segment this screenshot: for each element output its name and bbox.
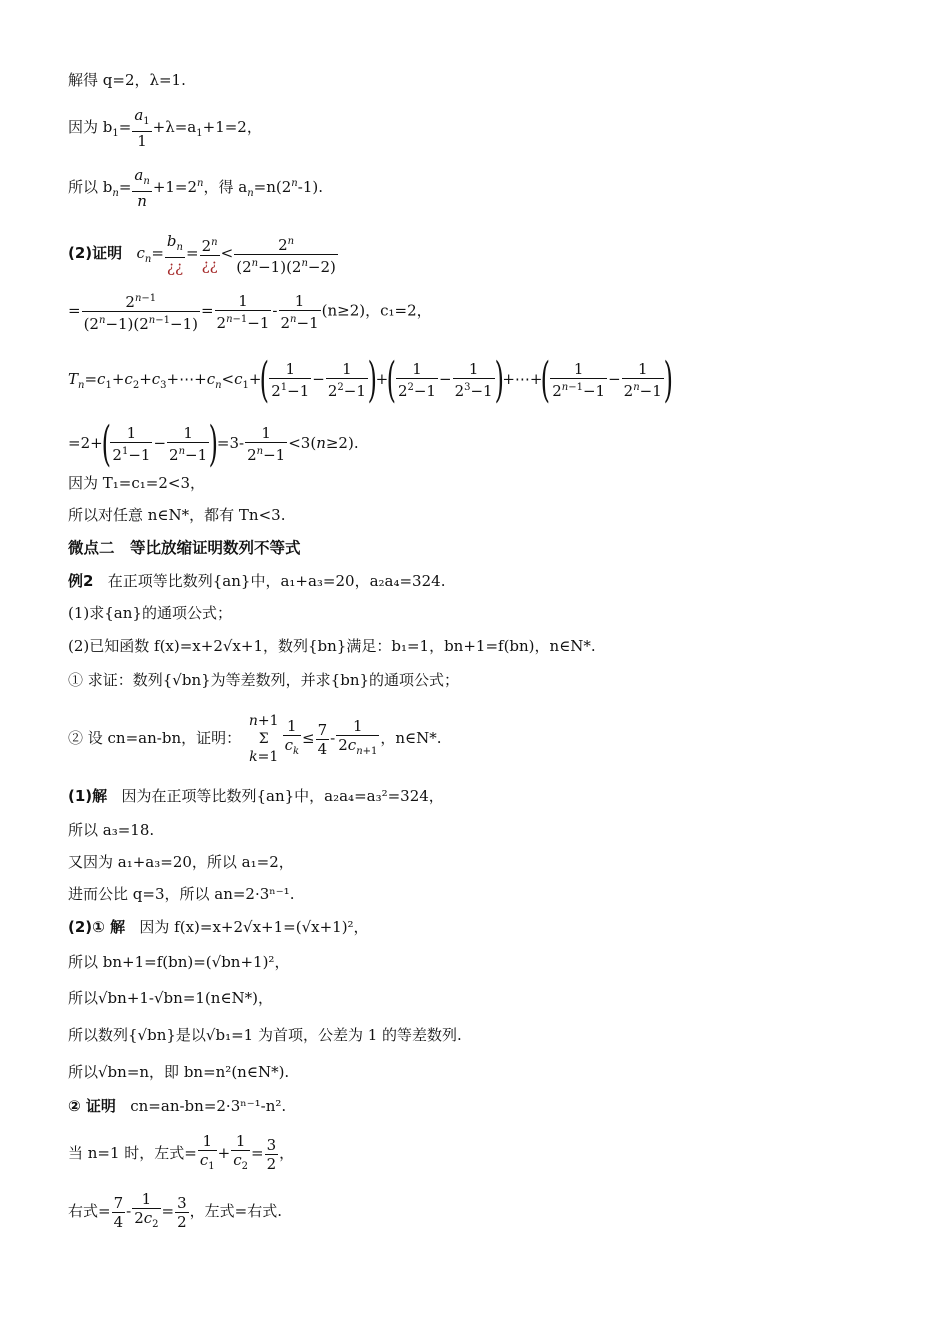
question-2a: ① 求证：数列{√bn}为等差数列，并求{bn}的通项公式； xyxy=(68,671,460,689)
text: ② 设 cn=an-bn，证明： xyxy=(68,729,242,747)
question-2: (2)已知函数 f(x)=x+2√x+1，数列{bn}满足：b₁=1，bn+1=f(bn)，n∈N*. xyxy=(68,637,596,655)
solution-2b xyxy=(68,1096,286,1116)
text-line: 因为 T₁=c₁=2<3， xyxy=(68,474,205,492)
question-1: (1)求{an}的通项公式； xyxy=(68,604,232,622)
formula-n1-left: 当 n=1 时，左式= $\frac{1}{c_1}$ + $\frac{1}{c_2}$ = $\frac{3}{2}$ ， xyxy=(68,1132,295,1173)
heading: (1)解 xyxy=(68,787,108,805)
text: +λ=a xyxy=(152,118,197,136)
question-2b: ② 设 cn=an-bn，证明： n+1 Σ k=1 $\frac{1}{c_k}$ ≤ $\frac{7}{4}$ - $\frac{1}{2c_{n+1}}$ ，n∈N*. xyxy=(68,713,442,765)
solution-1 xyxy=(68,786,444,806)
example-label: 例2 xyxy=(68,572,94,590)
text: ，得 a xyxy=(203,178,248,196)
formula-tn: $T_n=c_1+c_2+c_3+\cdots+c_n<c_1+$( $\frac{1}{2^1-1}$ − $\frac{1}{2^2-1}$ )+( $\frac{1}{2^2-1}$ − $\frac{1}{2^3-1}$ )+⋯+( $\frac{1}{2^{n-1}-1}$ − $\frac{1}{2^n-1}$ ) xyxy=(68,352,673,408)
heading: (2)① 解 xyxy=(68,918,126,936)
text: =n(2 xyxy=(253,178,292,196)
text: ， xyxy=(279,1144,295,1162)
formula-n1-right: 右式= $\frac{7}{4}$ - $\frac{1}{2c_2}$ = $\frac{3}{2}$ ，左式=右式. xyxy=(68,1190,282,1231)
text-line: 进而公比 q=3，所以 an=2·3ⁿ⁻¹. xyxy=(68,885,295,903)
text: cn=an-bn=2·3ⁿ⁻¹-n². xyxy=(130,1097,287,1115)
text: +1=2， xyxy=(202,118,262,136)
formula-cn: (2)证明 $c_n=$ $\frac{b_n}{¿¿}$ = $\frac{2^n}{¿¿}$ < $\frac{2^n}{(2^n-1)(2^n-2)}$ xyxy=(68,232,336,276)
heading: (2)证明 xyxy=(68,244,123,262)
text-line: 所以 a₃=18. xyxy=(68,821,155,839)
example-statement xyxy=(68,571,445,591)
text-line: 解得 q=2，λ=1. xyxy=(68,71,186,89)
text-line: 所以√bn=n，即 bn=n²(n∈N*). xyxy=(68,1063,290,1081)
text: 在正项等比数列{an}中，a₁+a₃=20，a₂a₄=324. xyxy=(107,572,446,590)
text: 右式= xyxy=(68,1202,111,1220)
text-line: 所以对任意 n∈N*，都有 Tn<3. xyxy=(68,506,286,524)
text-line: 所以 bn+1=f(bn)=(√bn+1)²， xyxy=(68,953,290,971)
text: 因为在正项等比数列{an}中，a₂a₄=a₃²=324， xyxy=(121,787,444,805)
text: ，左式=右式. xyxy=(189,1202,282,1220)
formula-tn-result: =2+( $\frac{1}{2^1-1}$ − $\frac{1}{2^n-1}$ )=3- $\frac{1}{2^n-1}$ <3(n≥2). xyxy=(68,416,359,472)
text: ，n∈N*. xyxy=(380,729,442,747)
text: (n≥2)，c₁=2， xyxy=(321,301,432,320)
heading: ② 证明 xyxy=(68,1097,116,1115)
formula-bn: 所以 $b_n=$ $\frac{a_n}{n}$ $+1=2^n$，得 $a_n=n(2^n-1)$. xyxy=(68,166,323,210)
formula-b1: 因为 $b_1=$ $\frac{a_1}{1}$ $+\lambda=a_1+1=2$， xyxy=(68,106,262,150)
section-heading: 微点二 等比放缩证明数列不等式 xyxy=(68,539,301,557)
text: 所以 b xyxy=(68,178,113,196)
text-line: 又因为 a₁+a₃=20，所以 a₁=2， xyxy=(68,853,294,871)
text: +1=2 xyxy=(152,178,198,196)
formula-split: = $\frac{2^{n-1}}{(2^n-1)(2^{n-1}-1)}$ = $\frac{1}{2^{n-1}-1}$ - $\frac{1}{2^n-1}$ (n≥2)，c₁=2， xyxy=(68,291,432,333)
text: 当 n=1 时，左式= xyxy=(68,1144,197,1162)
text-line: 所以√bn+1-√bn=1(n∈N*)， xyxy=(68,989,274,1007)
text: -1). xyxy=(297,178,323,196)
text: 因为 f(x)=x+2√x+1=(√x+1)²， xyxy=(139,918,369,936)
text: 因为 b xyxy=(68,118,113,136)
solution-2a xyxy=(68,917,369,937)
text-line: 所以数列{√bn}是以√b₁=1 为首项，公差为 1 的等差数列. xyxy=(68,1026,462,1044)
